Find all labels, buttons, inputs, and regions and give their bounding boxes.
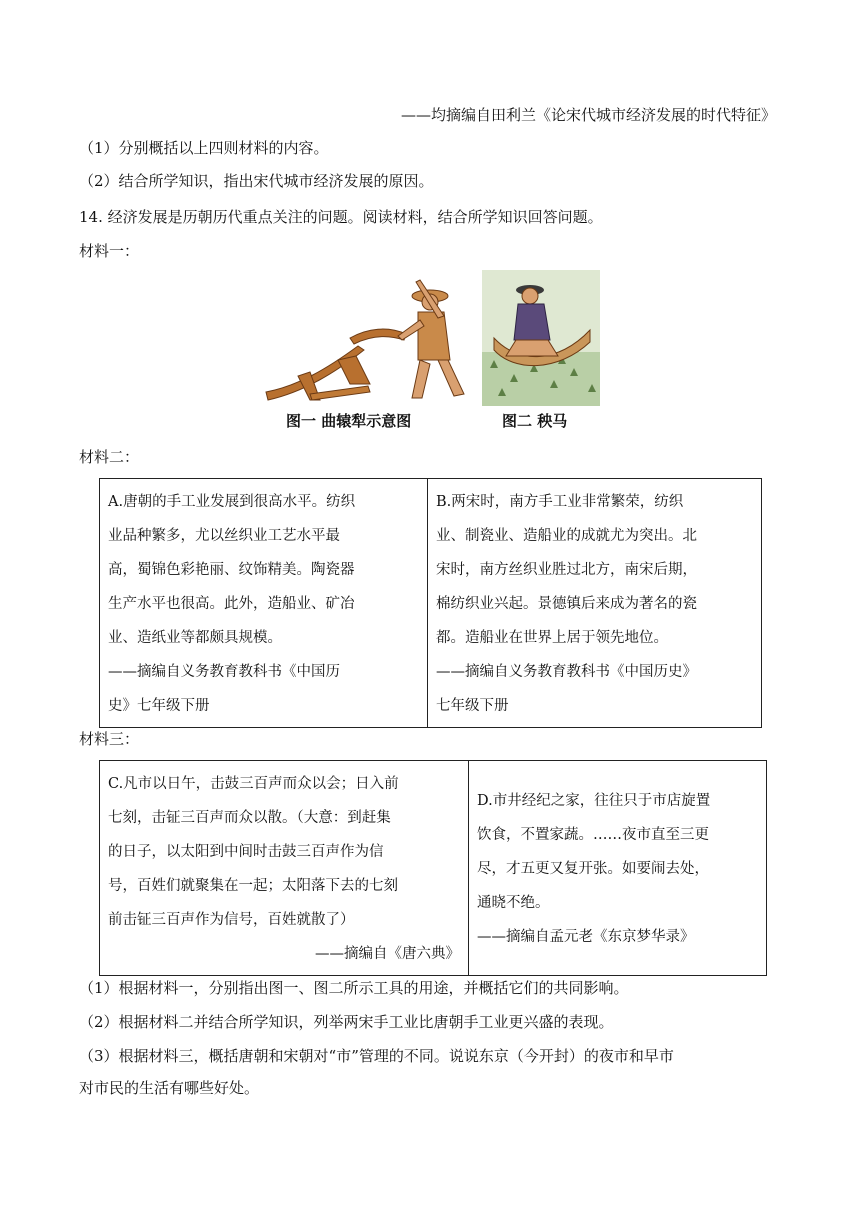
text-line: 生产水平也很高。此外，造船业、矿冶 bbox=[108, 596, 355, 612]
material-2-label: 材料二： bbox=[79, 448, 140, 466]
material-2-a-cell bbox=[100, 479, 428, 728]
question-14-3: （3）根据材料三，概括唐朝和宋朝对“市”管理的不同。说说东京（今开封）的夜市和早市 bbox=[79, 1047, 674, 1065]
material-source-citation: ——均摘编自田利兰《论宋代城市经济发展的时代特征》 bbox=[400, 106, 776, 124]
material-3-label: 材料三： bbox=[79, 730, 140, 748]
material-1-figure bbox=[258, 268, 603, 438]
material-1-label: 材料一： bbox=[79, 242, 140, 260]
material-2-b-cell bbox=[428, 479, 762, 728]
figure-1-caption: 图一 曲辕犁示意图 bbox=[286, 412, 412, 430]
text-line: 宋时，南方丝织业胜过北方，南宋后期， bbox=[436, 562, 697, 578]
figure-2-caption: 图二 秧马 bbox=[502, 412, 568, 430]
text-line: 的日子，以太阳到中间时击鼓三百声作为信 bbox=[108, 844, 384, 860]
material-3-c-cell bbox=[100, 761, 469, 976]
text-line: ——摘编自义务教育教科书《中国历 bbox=[108, 664, 340, 680]
question-14-3-continued: 对市民的生活有哪些好处。 bbox=[79, 1079, 260, 1097]
question-13-2: （2）结合所学知识，指出宋代城市经济发展的原因。 bbox=[79, 172, 434, 190]
text-line: 饮食，不置家蔬。……夜市直至三更 bbox=[477, 827, 709, 843]
text-line: 史》七年级下册 bbox=[108, 698, 210, 714]
question-14-2: （2）根据材料二并结合所学知识，列举两宋手工业比唐朝手工业更兴盛的表现。 bbox=[79, 1013, 614, 1031]
yangma-image bbox=[482, 270, 600, 406]
text-line: 业、造纸业等都颇具规模。 bbox=[108, 630, 282, 646]
text-line: 都。造船业在世界上居于领先地位。 bbox=[436, 630, 668, 646]
material-2-table bbox=[99, 478, 762, 728]
text-line: 七年级下册 bbox=[436, 698, 509, 714]
question-13-1: （1）分别概括以上四则材料的内容。 bbox=[79, 139, 329, 157]
text-line: 号，百姓们就聚集在一起；太阳落下去的七刻 bbox=[108, 878, 398, 894]
curved-plough-image bbox=[258, 268, 468, 408]
source-citation: ——摘编自《唐六典》 bbox=[315, 946, 460, 962]
text-line: 业、制瓷业、造船业的成就尤为突出。北 bbox=[436, 528, 697, 544]
text-line: A.唐朝的手工业发展到很高水平。纺织 bbox=[108, 494, 356, 510]
text-line: D.市井经纪之家，往往只于市店旋置 bbox=[477, 793, 711, 809]
text-line: 前击钲三百声作为信号，百姓就散了） bbox=[108, 912, 355, 928]
text-line: ——摘编自义务教育教科书《中国历史》 bbox=[436, 664, 697, 680]
text-line: B.两宋时，南方手工业非常繁荣，纺织 bbox=[436, 494, 684, 510]
text-line: 七刻，击钲三百声而众以散。（大意：到赶集 bbox=[108, 810, 391, 826]
text-line: 高，蜀锦色彩艳丽、纹饰精美。陶瓷器 bbox=[108, 562, 355, 578]
question-14-title: 14. 经济发展是历朝历代重点关注的问题。阅读材料，结合所学知识回答问题。 bbox=[79, 208, 603, 226]
material-3-table bbox=[99, 760, 767, 976]
question-14-1: （1）根据材料一，分别指出图一、图二所示工具的用途，并概括它们的共同影响。 bbox=[79, 979, 629, 997]
text-line: C.凡市以日午，击鼓三百声而众以会；日入前 bbox=[108, 776, 399, 792]
material-3-d-cell bbox=[469, 761, 767, 976]
source-citation: ——摘编自孟元老《东京梦华录》 bbox=[477, 929, 695, 945]
figure-illustration bbox=[258, 268, 603, 408]
text-line: 尽，才五更又复开张。如要闹去处， bbox=[477, 861, 709, 877]
text-line: 业品种繁多，尤以丝织业工艺水平最 bbox=[108, 528, 340, 544]
text-line: 通晓不绝。 bbox=[477, 895, 550, 911]
text-line: 棉纺织业兴起。景德镇后来成为著名的瓷 bbox=[436, 596, 697, 612]
